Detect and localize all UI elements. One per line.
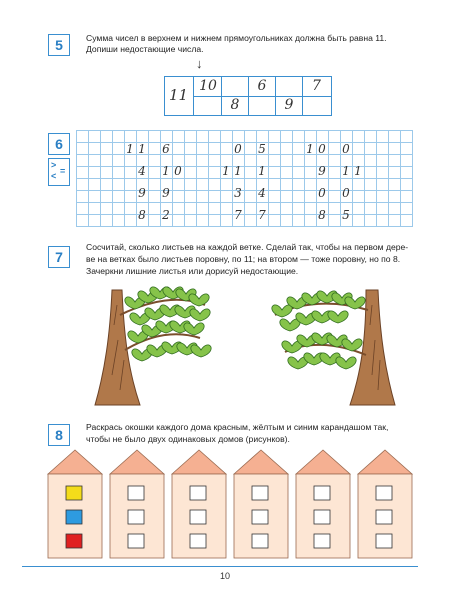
tree-right (272, 290, 395, 405)
grid-digit: 0 (234, 142, 242, 156)
task5-left-value: 11 (169, 86, 189, 104)
house-window[interactable] (66, 534, 82, 548)
grid-digit: 7 (258, 208, 266, 222)
task-number-7: 7 (48, 246, 70, 268)
grid-digit: 1 (234, 164, 242, 178)
house-window[interactable] (66, 486, 82, 500)
grid-digit: 3 (234, 186, 242, 200)
grid-digit: 1 (306, 142, 314, 156)
task5-bottom-cell-4[interactable]: 9 (284, 97, 294, 113)
tree-left (95, 287, 211, 405)
task7-instruction-line1: Сосчитай, сколько листьев на каждой ветке. Сделай так, чтобы на первом дере- (86, 242, 409, 252)
house-roof (48, 450, 102, 474)
house-window[interactable] (252, 534, 268, 548)
house-6 (358, 450, 412, 558)
grid-digit: 1 (138, 142, 146, 156)
grid-digit: 2 (162, 208, 170, 222)
houses-illustration (0, 448, 450, 564)
grid-digit: 1 (354, 164, 362, 178)
page-number: 10 (219, 571, 230, 581)
house-window[interactable] (376, 510, 392, 524)
task-number-5: 5 (48, 34, 70, 56)
task5-bottom-cell-2[interactable]: 8 (230, 97, 240, 113)
grid-digit: 1 (126, 142, 134, 156)
house-window[interactable] (190, 534, 206, 548)
grid-digit: 0 (342, 142, 350, 156)
grid-digit: 5 (258, 142, 266, 156)
grid-digit: 9 (318, 164, 326, 178)
task5-top-cell-3[interactable]: 6 (257, 78, 267, 94)
house-3 (172, 450, 226, 558)
house-roof (358, 450, 412, 474)
house-window[interactable] (128, 486, 144, 500)
grid-digit: 0 (318, 186, 326, 200)
task6-grid (76, 130, 413, 227)
task5-top-cell-5[interactable]: 7 (312, 78, 321, 94)
task5-sum-table (164, 76, 332, 116)
task5-top-cell-1[interactable]: 10 (199, 78, 217, 94)
task8-instruction-line1: Раскрась окошки каждого дома красным, жёлтым и синим карандашом так, (86, 422, 389, 432)
task5-instruction-line2: Допиши недостающие числа. (86, 44, 204, 54)
task5-arrow: ↓ (196, 56, 203, 71)
grid-digit: 9 (162, 186, 170, 200)
house-5 (296, 450, 350, 558)
house-roof (172, 450, 226, 474)
house-1 (48, 450, 102, 558)
equals-symbol: = (60, 166, 66, 176)
house-roof (234, 450, 288, 474)
less-than-symbol: < (51, 171, 57, 181)
task5-instruction-line1: Сумма чисел в верхнем и нижнем прямоугольниках должна быть равна 11. (86, 33, 387, 43)
task8-instruction-line2: чтобы не было двух одинаковых домов (рисунков). (86, 434, 290, 444)
house-window[interactable] (376, 534, 392, 548)
house-window[interactable] (252, 486, 268, 500)
task7-instruction-line2: ве на ветках было листьев поровну, по 11; на втором — тоже поровну, но по 8. (86, 254, 401, 264)
house-roof (110, 450, 164, 474)
house-4 (234, 450, 288, 558)
house-window[interactable] (66, 510, 82, 524)
grid-digit: 4 (258, 186, 266, 200)
house-window[interactable] (314, 486, 330, 500)
footer-divider (22, 566, 418, 567)
grid-digit: 1 (342, 164, 350, 178)
house-window[interactable] (252, 510, 268, 524)
house-2 (110, 450, 164, 558)
grid-digit: 1 (258, 164, 266, 178)
grid-digit: 0 (174, 164, 182, 178)
house-window[interactable] (190, 510, 206, 524)
greater-than-symbol: > (51, 160, 57, 170)
grid-digit: 5 (342, 208, 350, 222)
house-window[interactable] (314, 534, 330, 548)
task-number-8: 8 (48, 424, 70, 446)
house-window[interactable] (190, 486, 206, 500)
grid-digit: 4 (138, 164, 146, 178)
grid-digit: 9 (138, 186, 146, 200)
grid-digit: 0 (318, 142, 326, 156)
house-window[interactable] (128, 534, 144, 548)
grid-digit: 0 (342, 186, 350, 200)
house-window[interactable] (314, 510, 330, 524)
trees-illustration (0, 280, 450, 410)
grid-digit: 6 (162, 142, 170, 156)
house-window[interactable] (128, 510, 144, 524)
grid-digit: 7 (234, 208, 242, 222)
grid-digit: 1 (222, 164, 230, 178)
grid-digit: 8 (318, 208, 326, 222)
task7-instruction-line3: Зачеркни лишние листья или дорисуй недостающие. (86, 266, 299, 276)
house-window[interactable] (376, 486, 392, 500)
comparison-symbols-box (48, 158, 70, 186)
house-roof (296, 450, 350, 474)
grid-digit: 1 (162, 164, 170, 178)
task-number-6: 6 (48, 133, 70, 155)
grid-digit: 8 (138, 208, 146, 222)
